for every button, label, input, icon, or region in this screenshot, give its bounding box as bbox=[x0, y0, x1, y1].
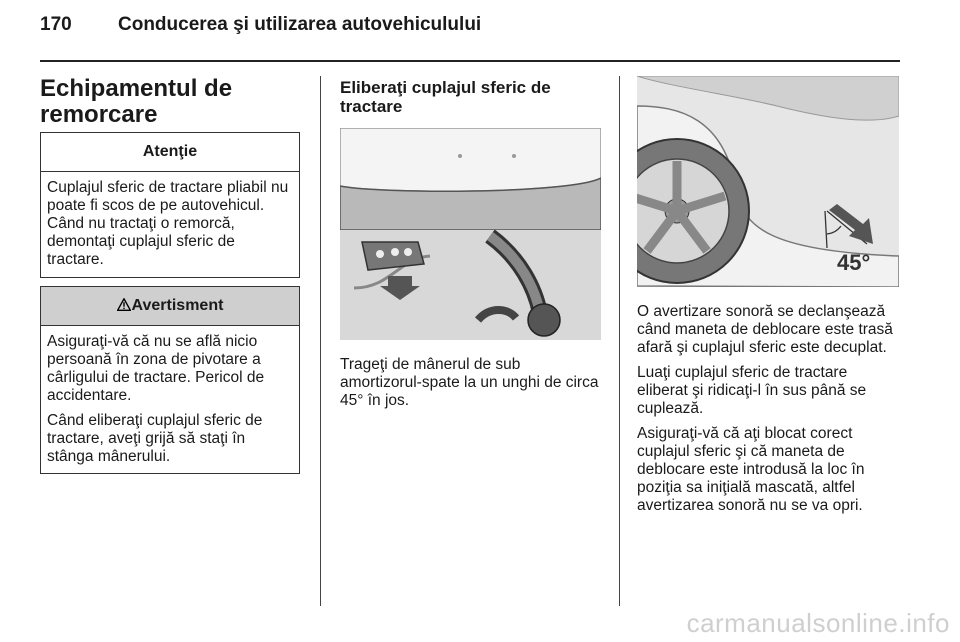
chapter-title: Conducerea şi utilizarea autovehiculului bbox=[118, 14, 482, 35]
warning-paragraph: Asiguraţi-vă că nu se află nicio persoană în zona de pivotare a cârligului de tractare. Pericol de accidentare. bbox=[47, 333, 265, 404]
watermark: carmanualsonline.info bbox=[686, 608, 950, 638]
page-header bbox=[40, 14, 481, 36]
section-title: Echipamentul de remorcare bbox=[40, 75, 233, 128]
warning-box-title: Avertisment bbox=[131, 297, 224, 314]
caution-box-title: Atenţie bbox=[41, 133, 299, 172]
warning-box bbox=[40, 286, 300, 474]
warning-triangle-icon bbox=[117, 298, 131, 311]
release-section-title: Eliberaţi cuplajul sferic de tractare bbox=[340, 78, 551, 116]
warning-paragraph: Când eliberaţi cuplajul sferic de tractare, aveţi grijă să staţi în stânga mânerului. bbox=[47, 412, 263, 465]
header-rule bbox=[40, 60, 900, 62]
page-number: 170 bbox=[40, 14, 72, 35]
rear-wheel-towbar-illustration bbox=[637, 76, 899, 287]
column-divider bbox=[619, 76, 620, 606]
towbar-release-handle-illustration bbox=[340, 128, 601, 340]
right-paragraph: Luaţi cuplajul sferic de tractare eliberat şi ridicaţi-l în sus până se cuplează. bbox=[637, 364, 867, 417]
right-paragraph: Asiguraţi-vă că aţi blocat corect cuplajul sferic şi că maneta de deblocare este introdusă la loc în poziţia sa iniţială mascată, altfel avertizarea sonoră nu se va opri. bbox=[637, 425, 865, 514]
caution-box bbox=[40, 132, 300, 278]
angle-label: 45° bbox=[837, 250, 871, 275]
right-column-text bbox=[637, 303, 902, 522]
release-instructions: Trageţi de mânerul de sub amortizorul-spate la un unghi de circa 45° în jos. bbox=[340, 356, 599, 409]
right-paragraph: O avertizare sonoră se declanşează când maneta de deblocare este trasă afară şi cuplajul sferic este decuplat. bbox=[637, 303, 893, 356]
caution-box-text: Cuplajul sferic de tractare pliabil nu poate fi scos de pe autovehicul. Când nu tractaţi o remorcă, demontaţi cuplajul sferic de tractare. bbox=[47, 179, 289, 268]
column-divider bbox=[320, 76, 321, 606]
warning-box-header bbox=[41, 287, 299, 326]
